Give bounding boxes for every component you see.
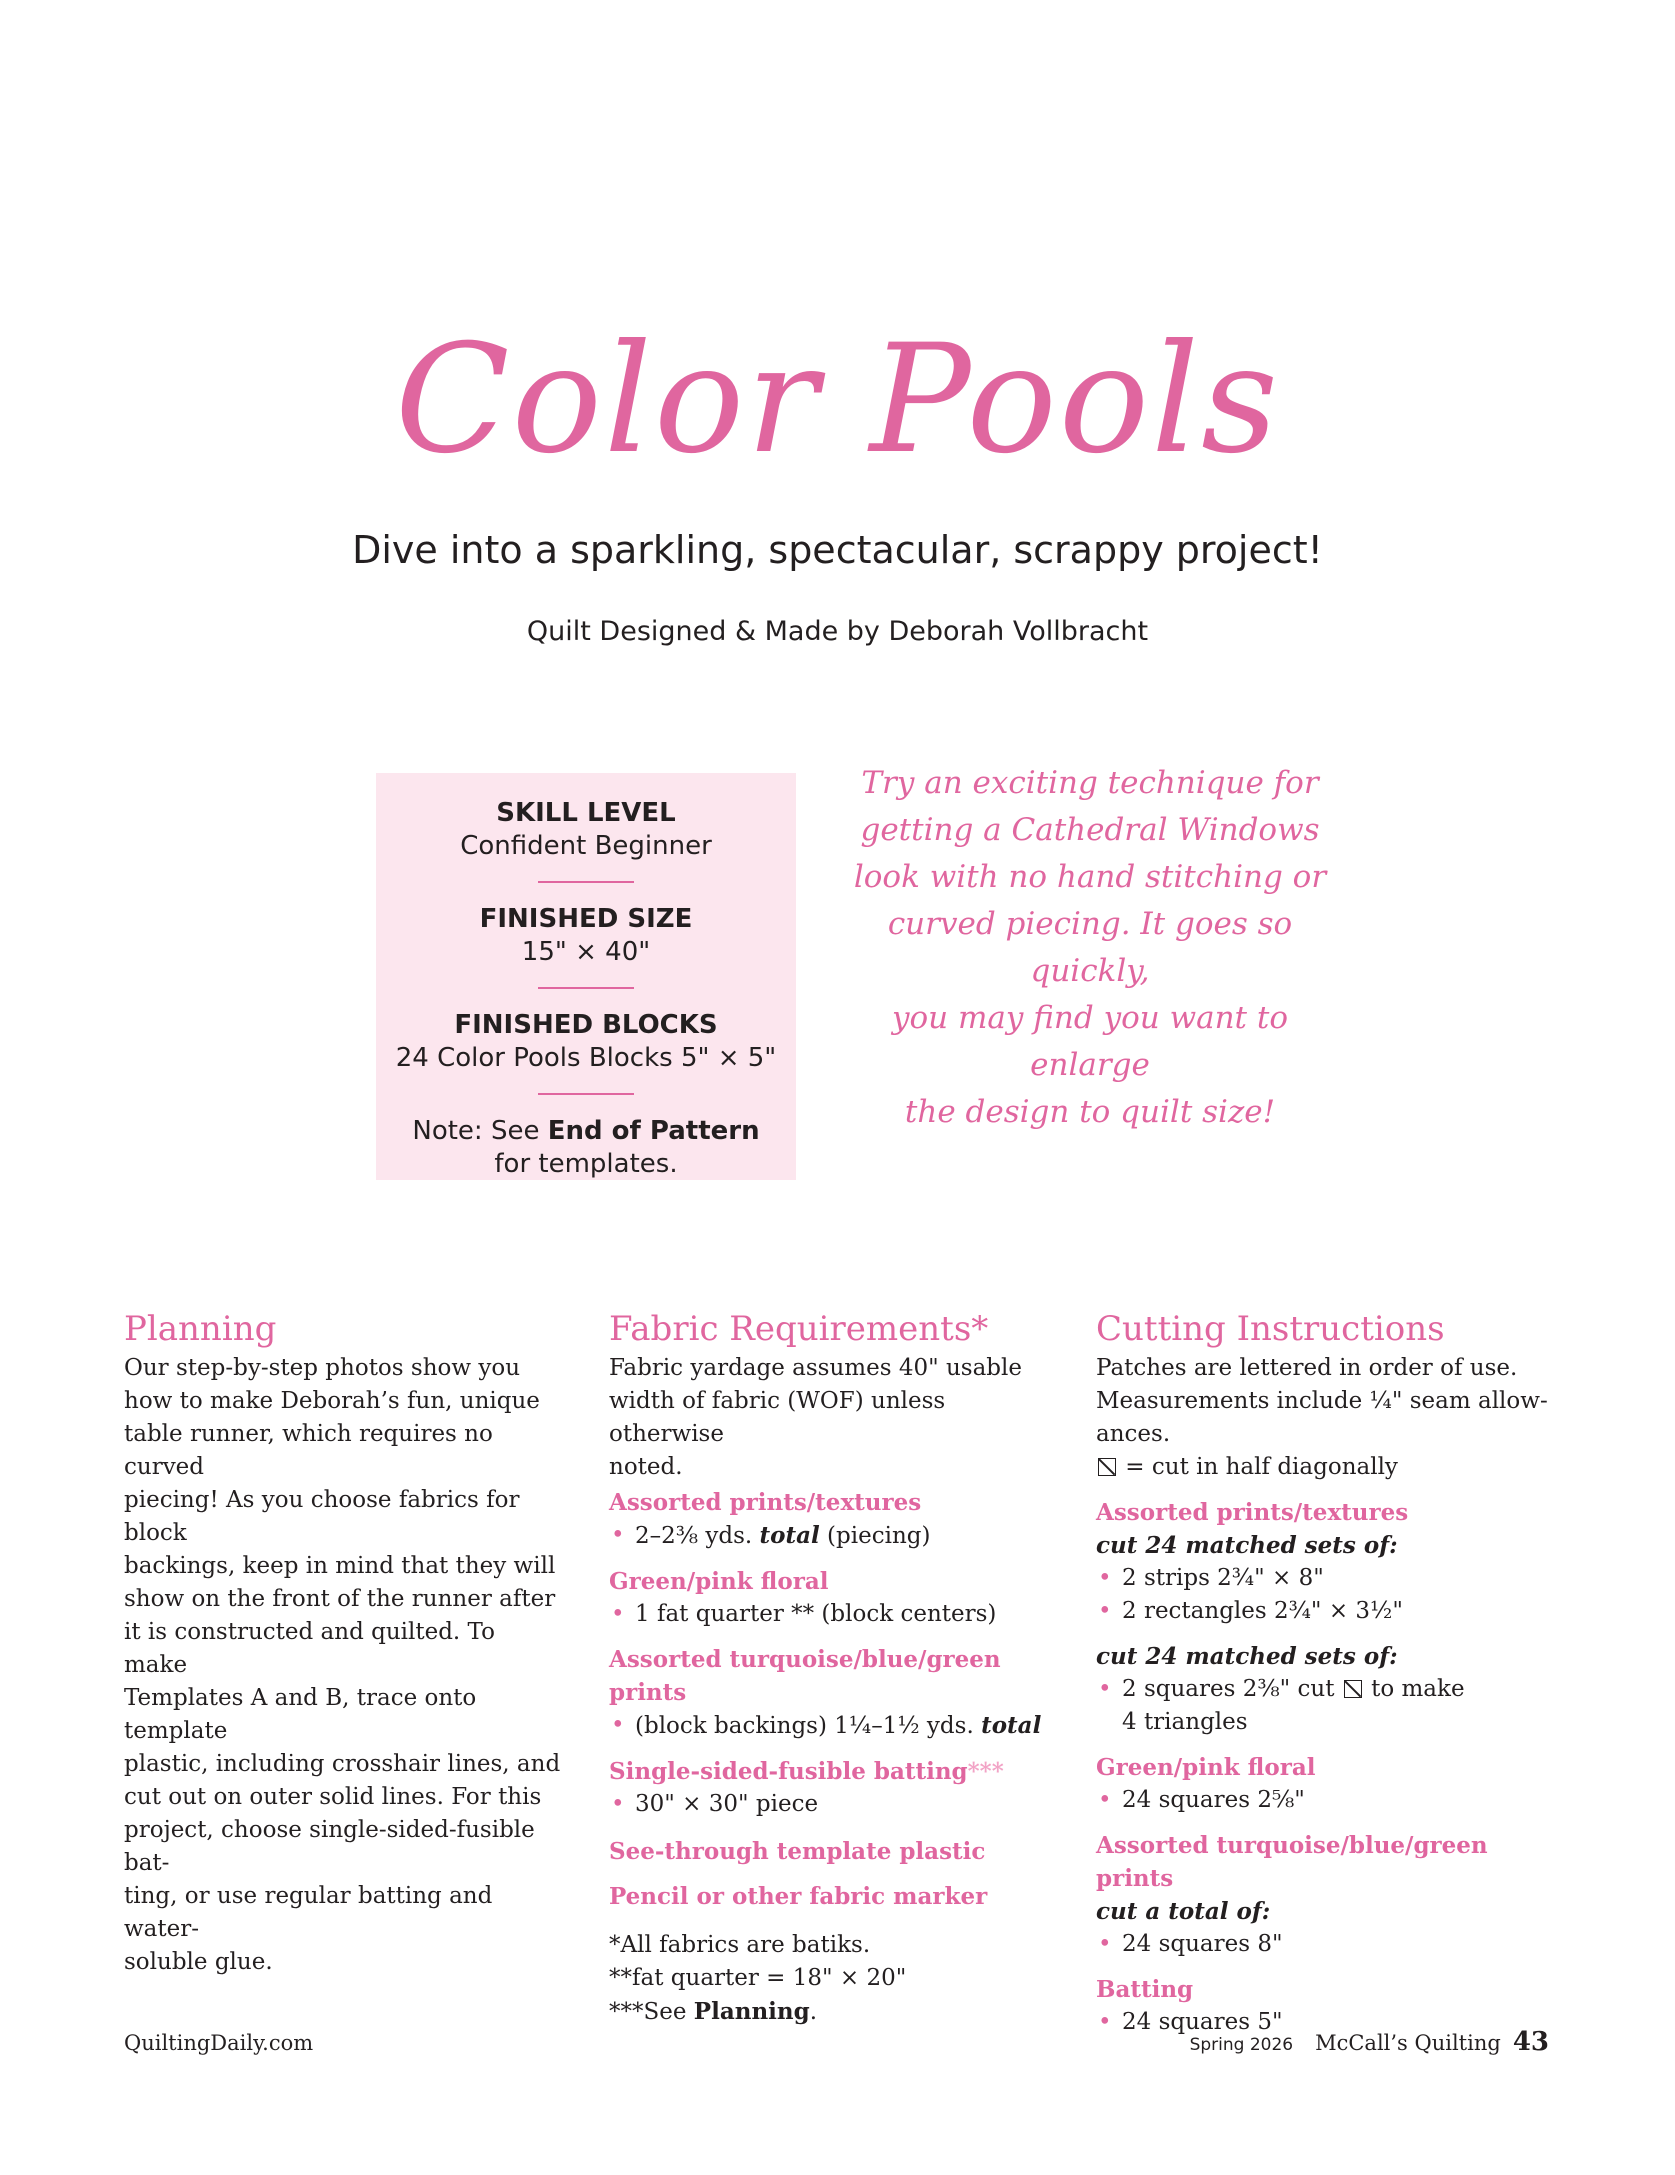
fabric-turquoise-label-1: Assorted turquoise/blue/green [609, 1646, 1001, 1673]
item-text: 2–2⅜ yds. [635, 1523, 760, 1549]
planning-line: how to make Deborah’s fun, unique [124, 1388, 540, 1414]
fabric-marker-label: Pencil or other fabric marker [609, 1883, 988, 1910]
list-item: • 24 squares 8" [1096, 1928, 1566, 1961]
footnote: *All fabrics are batiks. [609, 1932, 871, 1958]
planning-line: soluble glue. [124, 1949, 273, 1975]
item-emphasis: total [759, 1522, 820, 1549]
planning-line: Our step-by-step photos show you [124, 1355, 521, 1381]
subtitle: Dive into a sparkling, spectacular, scrappy project! [352, 528, 1323, 572]
cutting-batting-label: Batting [1096, 1976, 1194, 2003]
divider [538, 1093, 634, 1095]
planning-line: project, choose single-sided-fusible bat- [124, 1817, 535, 1876]
finished-blocks-value: 24 Color Pools Blocks 5" × 5" [395, 1043, 777, 1073]
cutting-floral-label: Green/pink floral [1096, 1754, 1316, 1781]
item-text: (piecing) [819, 1523, 931, 1549]
pull-quote [830, 760, 1350, 1136]
cutting-intro-line: Patches are lettered in order of use. [1096, 1355, 1518, 1381]
list-item: • 2 strips 2¾" × 8" [1096, 1562, 1566, 1595]
fabric-requirements-section [609, 1308, 1059, 2029]
footnote-bold: Planning [693, 1998, 810, 2025]
fabric-floral-label: Green/pink floral [609, 1568, 829, 1595]
cutting-assorted-label: Assorted prints/textures [1096, 1499, 1409, 1526]
footer-info [1190, 2027, 1549, 2057]
list-item [1096, 1673, 1566, 1706]
item-text: (block backings) 1¼–1½ yds. [635, 1713, 982, 1739]
skill-level-label: SKILL LEVEL [496, 798, 676, 828]
cutting-instructions-section [1096, 1308, 1566, 2039]
cut-lead: cut 24 matched sets of: [1096, 1532, 1398, 1559]
note-link: End of Pattern [547, 1116, 760, 1146]
pull-quote-line: the design to quilt size! [904, 1094, 1276, 1130]
footer-magazine: McCall’s Quilting [1315, 2031, 1501, 2055]
planning-line: table runner, which requires no curved [124, 1421, 493, 1480]
cutting-title: Cutting Instructions [1096, 1309, 1445, 1349]
fabric-turquoise-label-2: prints [609, 1679, 687, 1706]
legend-text: = cut in half diagonally [1118, 1454, 1398, 1480]
page-number: 43 [1512, 2027, 1549, 2057]
finished-size-label: FINISHED SIZE [479, 904, 693, 934]
planning-line: plastic, including crosshair lines, and [124, 1751, 561, 1777]
fabric-assorted-label: Assorted prints/textures [609, 1489, 922, 1516]
divider [538, 881, 634, 883]
footnote [609, 1995, 1059, 2029]
list-item: • 24 squares 2⅝" [1096, 1784, 1566, 1817]
list-item [609, 1519, 1059, 1553]
cutting-turquoise-label: Assorted turquoise/blue/green prints [1096, 1832, 1488, 1892]
batting-stars: *** [967, 1758, 1004, 1785]
footer-season: Spring 2026 [1189, 2035, 1294, 2055]
planning-line: Templates A and B, trace onto template [124, 1685, 477, 1744]
note-suffix: for templates. [494, 1149, 678, 1179]
fabric-intro-line: noted. [609, 1454, 683, 1480]
diagonal-cut-icon [1344, 1680, 1362, 1698]
item-text: 2 squares 2⅜" cut [1122, 1676, 1342, 1702]
pull-quote-line: look with no hand stitching or [853, 859, 1327, 895]
list-item: • 24 squares 5" [1096, 2006, 1566, 2039]
skill-level-value: Confident Beginner [460, 831, 712, 861]
pull-quote-line: curved piecing. It goes so quickly, [887, 906, 1293, 989]
fabric-batting-label [609, 1755, 1059, 1788]
page-title: Color Pools [394, 313, 1281, 487]
cut-lead: cut a total of: [1096, 1898, 1271, 1925]
planning-line: cut out on outer solid lines. For this [124, 1784, 542, 1810]
fabric-plastic-label: See-through template plastic [609, 1838, 986, 1865]
batting-label-text: Single-sided-fusible batting [609, 1758, 968, 1785]
diagonal-cut-icon [1098, 1458, 1116, 1476]
byline: Quilt Designed & Made by Deborah Vollbracht [526, 616, 1149, 647]
list-item: • 30" × 30" piece [609, 1788, 1059, 1821]
finished-size-value: 15" × 40" [521, 937, 651, 967]
spacer [1096, 1628, 1566, 1640]
cut-lead: cut 24 matched sets of: [1096, 1643, 1398, 1670]
list-item: • 2 rectangles 2¾" × 3½" [1096, 1595, 1566, 1628]
finished-blocks-label: FINISHED BLOCKS [454, 1010, 718, 1040]
list-item: • 1 fat quarter ** (block centers) [609, 1598, 1059, 1631]
planning-line: show on the front of the runner after [124, 1586, 556, 1612]
list-item [609, 1709, 1059, 1743]
planning-line: backings, keep in mind that they will [124, 1553, 556, 1579]
footer-website: QuiltingDaily.com [124, 2031, 314, 2055]
item-emphasis: total [981, 1712, 1042, 1739]
fabric-title: Fabric Requirements* [609, 1309, 989, 1349]
pull-quote-line: you may find you want to enlarge [892, 1000, 1288, 1083]
planning-section [124, 1308, 564, 1979]
footnote-text: . [809, 1999, 818, 2025]
footnote-text: ***See [609, 1999, 694, 2025]
fabric-intro-line: width of fabric (WOF) unless otherwise [609, 1388, 946, 1447]
cutting-intro-line: Measurements include ¼" seam allow- [1096, 1388, 1548, 1414]
cutting-intro-line: ances. [1096, 1421, 1171, 1447]
planning-line: it is constructed and quilted. To make [124, 1619, 495, 1678]
planning-title: Planning [124, 1309, 277, 1349]
divider [538, 987, 634, 989]
fabric-intro-line: Fabric yardage assumes 40" usable [609, 1355, 1023, 1381]
diagonal-legend [1096, 1451, 1566, 1484]
footnote: **fat quarter = 18" × 20" [609, 1965, 907, 1991]
list-item-continued: 4 triangles [1122, 1709, 1248, 1735]
item-text: to make [1363, 1676, 1465, 1702]
pull-quote-line: getting a Cathedral Windows [860, 812, 1320, 848]
planning-line: ting, or use regular batting and water- [124, 1883, 493, 1942]
note-prefix: Note: See [412, 1116, 548, 1146]
planning-line: piecing! As you choose fabrics for block [124, 1487, 520, 1546]
pull-quote-line: Try an exciting technique for [861, 765, 1319, 801]
template-note [376, 1115, 796, 1148]
info-box [376, 773, 796, 1180]
